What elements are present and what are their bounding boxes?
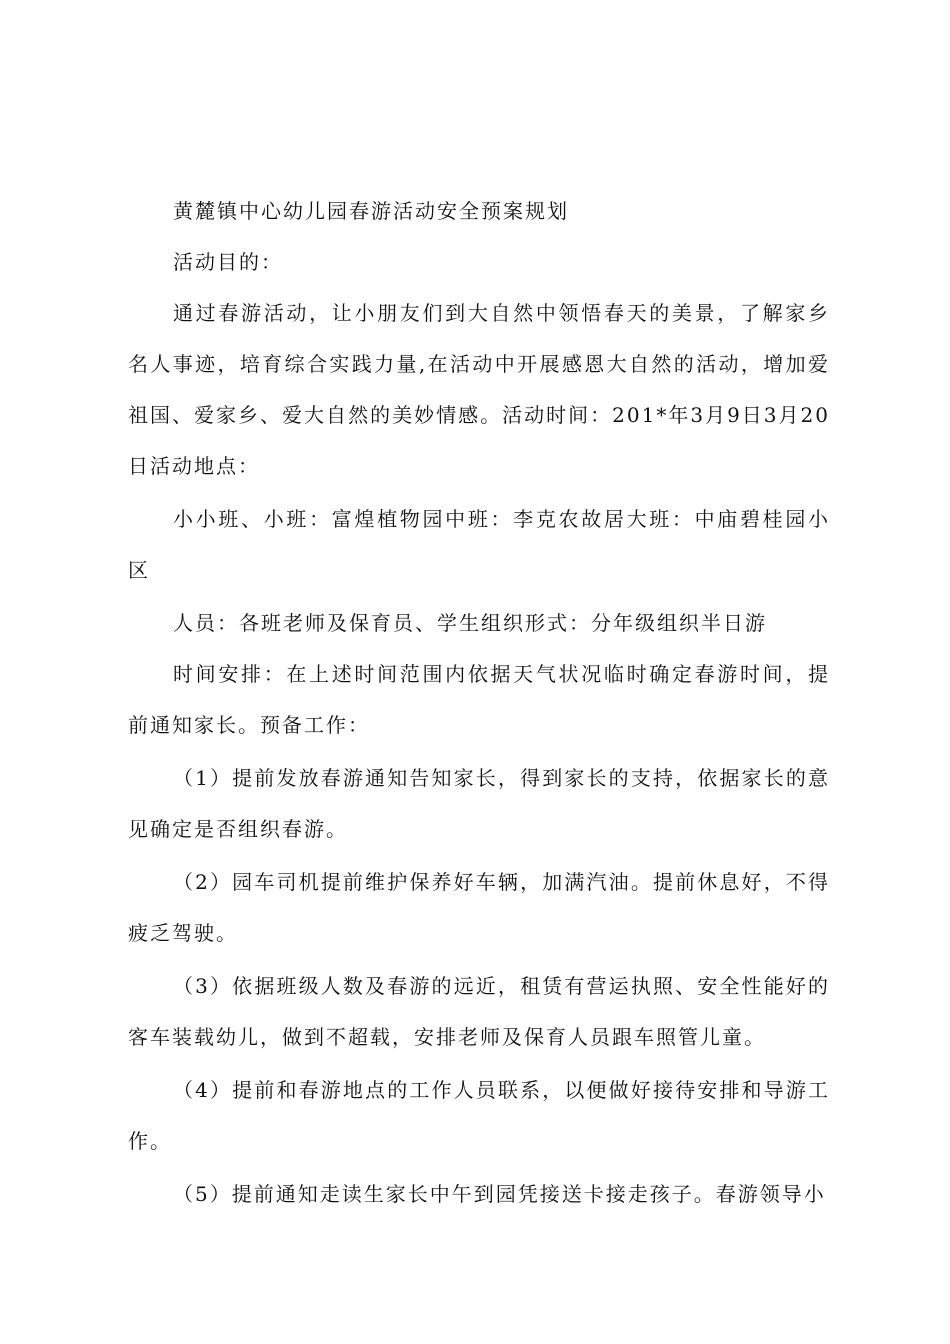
paragraph-prep-3: （3）依据班级人数及春游的远近，租赁有营运执照、安全性能好的客车装载幼儿，做到不超载，安排老师及保育人员跟车照管儿童。 xyxy=(128,974,830,1049)
document-title: 黄麓镇中心幼儿园春游活动安全预案规划 xyxy=(173,199,569,223)
paragraph-purpose: 通过春游活动，让小朋友们到大自然中领悟春天的美景，了解家乡名人事迹，培育综合实践力量,在活动中开展感恩大自然的活动，增加爱祖国、爱家乡、爱大自然的美妙情感。活动时间：201*年3月9日3月20日活动地点： xyxy=(128,301,830,478)
paragraph-prep-1: （1）提前发放春游通知告知家长，得到家长的支持，依据家长的意见确定是否组织春游。 xyxy=(128,766,830,841)
paragraph-prep-2: （2）园车司机提前维护保养好车辆，加满汽油。提前休息好，不得疲乏驾驶。 xyxy=(128,870,830,945)
paragraph-personnel: 人员：各班老师及保育员、学生组织形式：分年级组织半日游 xyxy=(173,611,767,635)
paragraph-schedule: 时间安排：在上述时间范围内依据天气状况临时确定春游时间，提前通知家长。预备工作： xyxy=(128,662,830,737)
paragraph-locations: 小小班、小班：富煌植物园中班：李克农故居大班：中庙碧桂园小区 xyxy=(128,507,830,582)
document-body xyxy=(128,186,830,1222)
paragraph-purpose-heading: 活动目的： xyxy=(173,250,283,274)
paragraph-prep-4: （4）提前和春游地点的工作人员联系，以便做好接待安排和导游工作。 xyxy=(128,1078,830,1153)
paragraph-prep-5: （5）提前通知走读生家长中午到园凭接送卡接走孩子。春游领导小 xyxy=(173,1182,826,1206)
